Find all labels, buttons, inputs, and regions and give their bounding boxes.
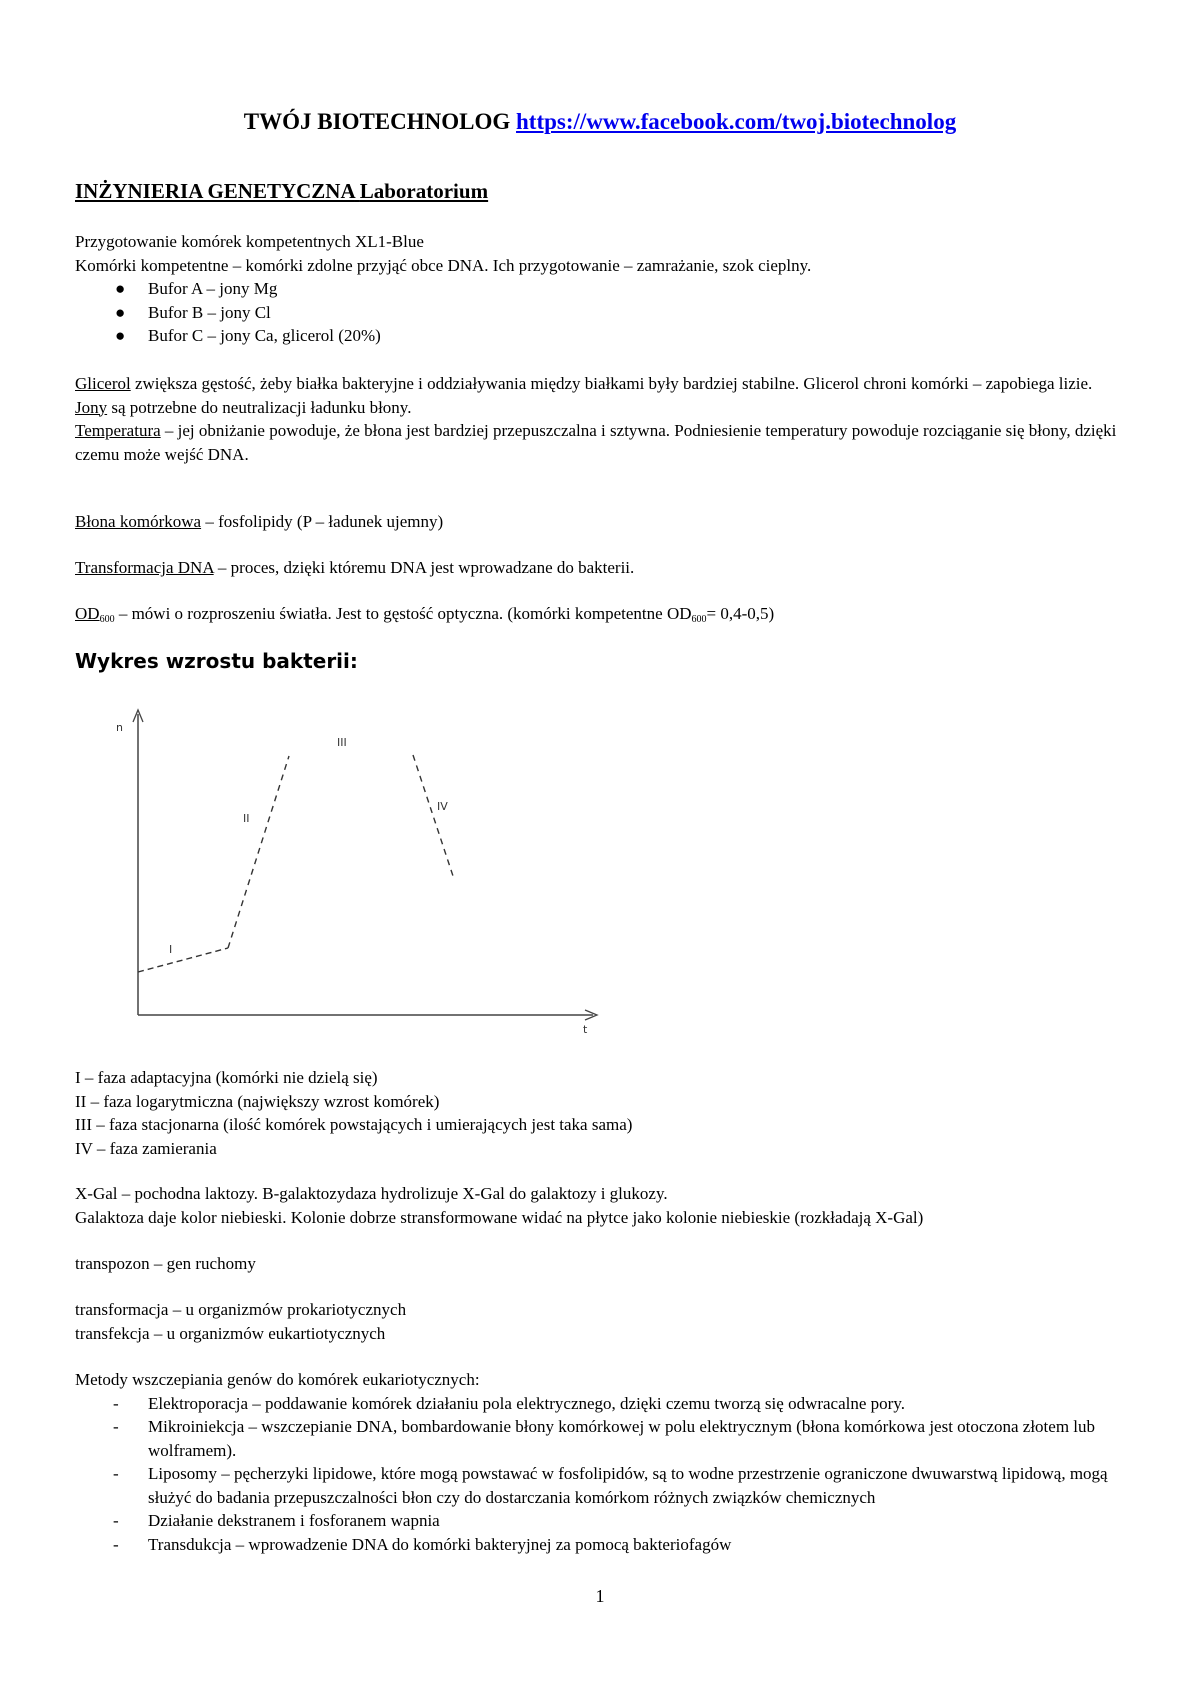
notes-glicerol — [75, 372, 1125, 466]
phase-label-1: I — [169, 943, 173, 956]
methods-block — [75, 1368, 1125, 1556]
methods-title: Metody wszczepiania genów do komórek eukariotycznych: — [75, 1370, 480, 1389]
x-axis-label: t — [583, 1023, 588, 1036]
document-header — [0, 108, 1200, 136]
dash-icon: - — [113, 1511, 119, 1530]
term-transformacja: Transformacja DNA — [75, 558, 214, 577]
phase-label-3: III — [337, 736, 347, 749]
od-text: – mówi o rozproszeniu światła. Jest to gęstość optyczna. (komórki kompetentne OD — [114, 604, 692, 623]
buffer-item — [75, 324, 1125, 348]
transpozon-block — [75, 1252, 1125, 1276]
buffer-item — [75, 301, 1125, 325]
transpozon-line: transpozon – gen ruchomy — [75, 1254, 256, 1273]
page-number: 1 — [595, 1586, 605, 1606]
phase-item: IV – faza zamierania — [75, 1138, 217, 1158]
transformacja-text: – proces, dzięki któremu DNA jest wprowadzane do bakterii. — [213, 558, 635, 577]
intro-block — [75, 230, 1125, 348]
xgal-block — [75, 1182, 1125, 1229]
facebook-link[interactable]: https://www.facebook.com/twoj.biotechnolog — [516, 109, 957, 134]
chart-heading: Wykres wzrostu bakterii: — [75, 649, 358, 673]
bullet-icon: ● — [115, 326, 126, 345]
buffer-item-text: Bufor A – jony Mg — [148, 279, 278, 298]
intro-line-2: Komórki kompetentne – komórki zdolne przyjąć obce DNA. Ich przygotowanie – zamrażanie, szok cieplny. — [75, 255, 812, 275]
dash-icon: - — [113, 1417, 119, 1436]
jony-text: są potrzebne do neutralizacji ładunku błony. — [107, 397, 412, 417]
od-subscript: 600 — [691, 614, 707, 625]
bullet-icon: ● — [115, 279, 126, 298]
phase-label-4: IV — [437, 800, 448, 813]
phase-2-line — [228, 756, 289, 948]
method-item: - Elektroporacja – poddawanie komórek działaniu pola elektrycznego, dzięki czemu tworzą się odwracalne pory. — [75, 1392, 1125, 1416]
transfekcja-line: transfekcja – u organizmów eukartiotycznych — [75, 1323, 386, 1343]
phase-4-line — [413, 755, 453, 876]
term-od: $OD_{600}$ — [75, 604, 115, 625]
dash-icon: - — [113, 1534, 119, 1554]
section-title — [75, 178, 488, 204]
buffer-item-text: Bufor B – jony Cl — [148, 302, 271, 322]
glicerol-text: zwiększa gęstość, żeby białka bakteryjne i oddziaływania między białkami były bardziej stabilne. Glicerol chroni komórki – zapobiega lizie. — [130, 374, 1093, 393]
buffer-item-text: Bufor C – jony Ca, glicerol (20%) — [148, 326, 381, 345]
notes-blona — [75, 510, 1125, 534]
method-item: - Transdukcja – wprowadzenie DNA do komórki bakteryjnej za pomocą bakteriofagów — [75, 1533, 1125, 1557]
dash-icon: - — [113, 1393, 119, 1413]
phase-item: II – faza logarytmiczna (największy wzrost komórek) — [75, 1091, 440, 1111]
phase-item: I – faza adaptacyjna (komórki nie dzielą się) — [75, 1068, 378, 1087]
transformacja-line: transformacja – u organizmów prokariotycznych — [75, 1300, 407, 1319]
term-glicerol: Glicerol — [75, 374, 131, 393]
phase-label-2: II — [243, 812, 250, 825]
method-item: - Działanie dekstranem i fosforanem wapnia — [75, 1509, 1125, 1533]
growth-chart — [75, 700, 635, 1040]
term-blona: Błona komórkowa — [75, 512, 202, 531]
phase-item: III – faza stacjonarna (ilość komórek powstających i umierających jest taka sama) — [75, 1115, 633, 1134]
y-axis-label: n — [116, 721, 123, 734]
section-title-suffix: Laboratorium — [359, 179, 489, 203]
method-item: - Mikroiniekcja – wszczepianie DNA, bombardowanie błony komórkowej w polu elektrycznym (błona komórkowa jest otoczona złotem lub wolframem). — [113, 1417, 1096, 1460]
temperatura-text: – jej obniżanie powoduje, że błona jest bardziej przepuszczalna i sztywna. Podniesienie temperatury powoduje rozciąganie się błony, dzięki czemu może wejść DNA. — [75, 421, 1117, 464]
buffer-item — [75, 277, 1125, 301]
section-title-main: INŻYNIERIA GENETYCZNA — [75, 179, 355, 203]
header-title: TWÓJ BIOTECHNOLOG — [243, 109, 511, 134]
transform-block — [75, 1298, 1125, 1345]
methods-list — [75, 1392, 1125, 1557]
buffer-list — [75, 277, 1125, 348]
od-value: = 0,4-0,5) — [706, 604, 775, 623]
phase-1-line — [138, 948, 228, 972]
method-item: - Liposomy – pęcherzyki lipidowe, które mogą powstawać w fosfolipidów, są to wodne przestrzenie ograniczone dwuwarstwą lipidową, mogą służyć do badania przepuszczalności błon czy do dostarczania komórkom różnych związków chemicznych — [113, 1464, 1108, 1507]
phases-list — [75, 1066, 1125, 1160]
term-jony: Jony — [75, 397, 108, 417]
xgal-line-1: X-Gal – pochodna laktozy. B-galaktozydaza hydrolizuje X-Gal do galaktozy i glukozy. — [75, 1184, 668, 1203]
notes-transformacja — [75, 556, 1125, 580]
intro-line-1: Przygotowanie komórek kompetentnych XL1-Blue — [75, 232, 424, 251]
blona-text: – fosfolipidy (P – ładunek ujemny) — [201, 512, 444, 531]
xgal-line-2: Galaktoza daje kolor niebieski. Kolonie dobrze stransformowane widać na płytce jako kolonie niebieskie (rozkładają X-Gal) — [75, 1207, 924, 1227]
bullet-icon: ● — [115, 302, 126, 322]
notes-od — [75, 602, 1125, 632]
dash-icon: - — [113, 1464, 119, 1483]
term-temperatura: Temperatura — [75, 421, 161, 440]
